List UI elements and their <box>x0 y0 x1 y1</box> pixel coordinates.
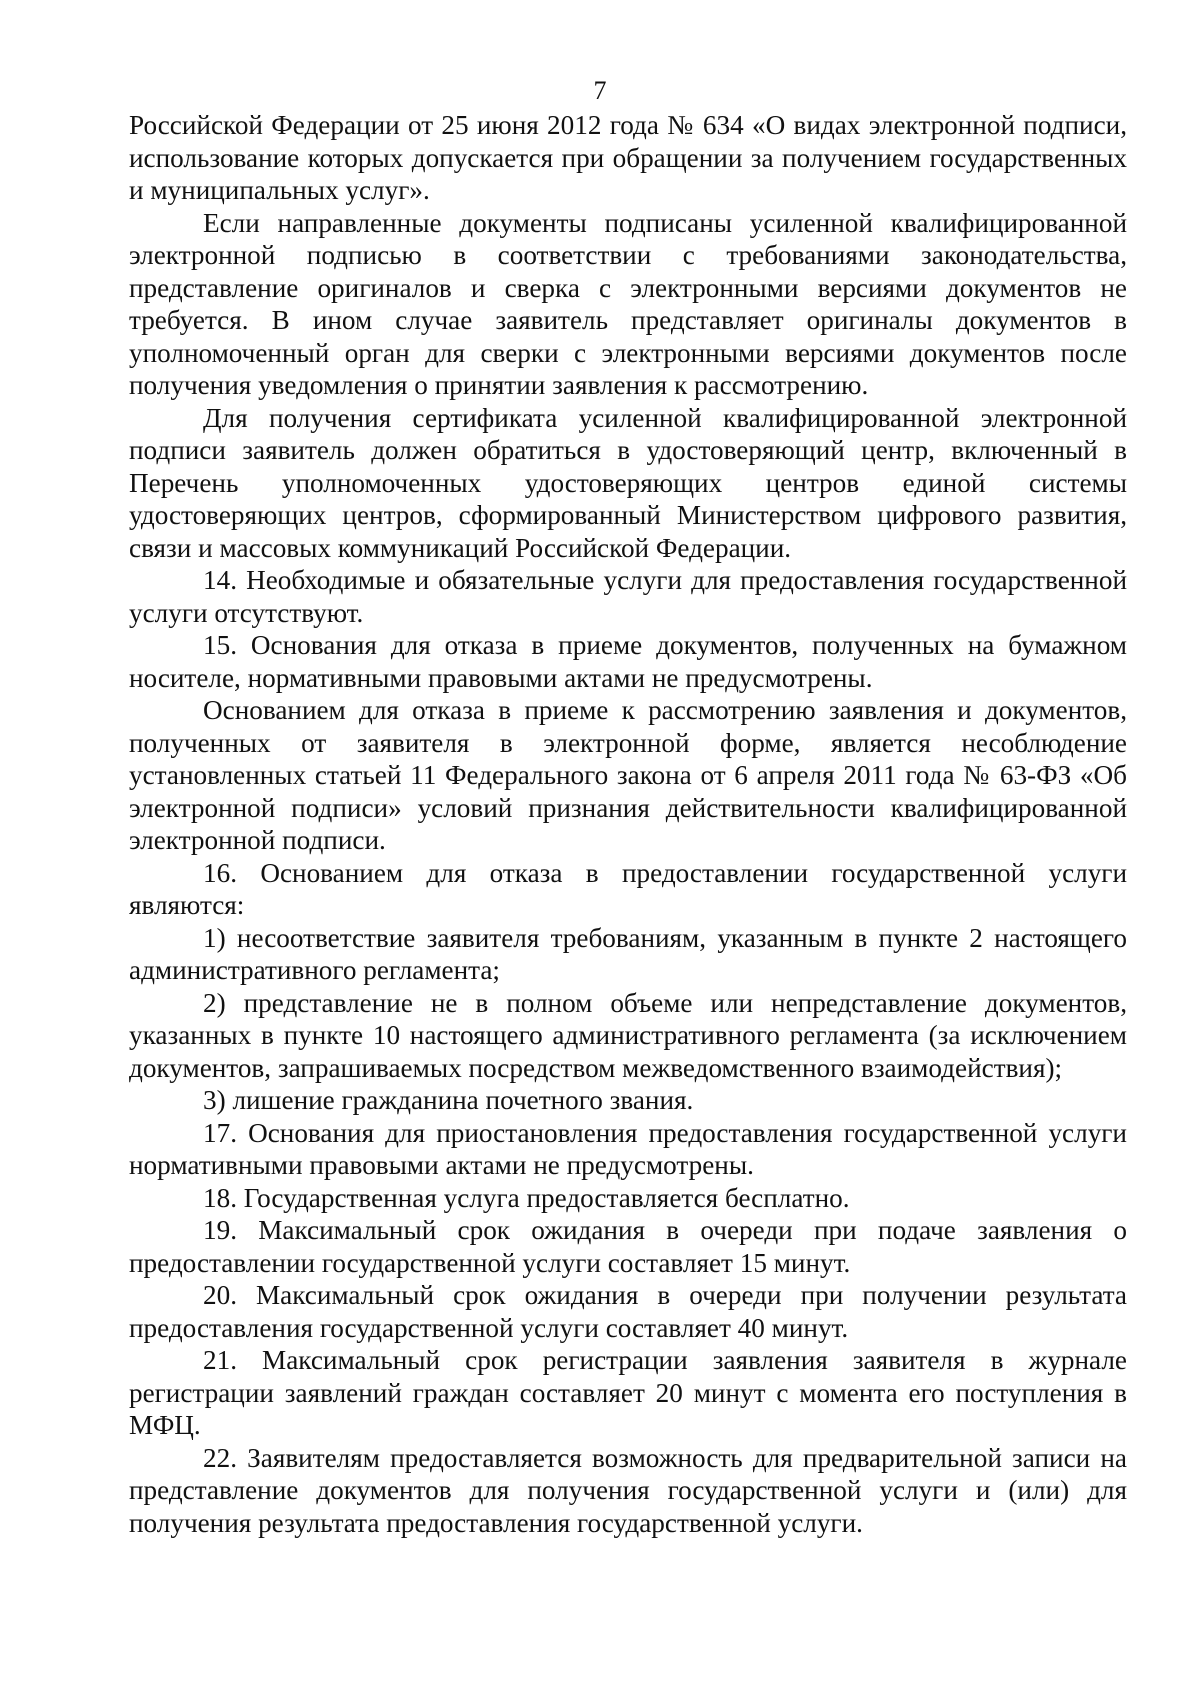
list-item-16-3: 3) лишение гражданина почетного звания. <box>203 1085 694 1115</box>
document-body <box>129 109 1127 1539</box>
list-item-16-1: 1) несоответствие заявителя требованиям, указанным в пункте 2 настоящего административного регламента; <box>129 922 1127 985</box>
paragraph-item-22: 22. Заявителям предоставляется возможность для предварительной записи на представление документов для получения государственной услуги и (или) для получения результата предоставления государственной услуги. <box>129 1442 1127 1538</box>
paragraph-item-20: 20. Максимальный срок ожидания в очереди при получении результата предоставления государственной услуги составляет 40 минут. <box>129 1280 1127 1343</box>
paragraph-refusal-electronic: Основанием для отказа в приеме к рассмотрению заявления и документов, полученных от заявителя в электронной форме, является несоблюдение установленных статьей 11 Федерального закона от 6 апреля 2011 года № 63-ФЗ «Об электронной подписи» условий признания действительности квалифицированной электронной подписи. <box>129 695 1127 855</box>
paragraph-item-14: 14. Необходимые и обязательные услуги для предоставления государственной услуги отсутствуют. <box>129 565 1127 628</box>
paragraph-signed-documents: Если направленные документы подписаны усиленной квалифицированной электронной подписью в соответствии с требованиями законодательства, представление оригиналов и сверка с электронными версиями документов не требуется. В ином случае заявитель представляет оригиналы документов в уполномоченный орган для сверки с электронными версиями документов после получения уведомления о принятии заявления к рассмотрению. <box>129 207 1127 400</box>
paragraph-certificate: Для получения сертификата усиленной квалифицированной электронной подписи заявитель должен обратиться в удостоверяющий центр, включенный в Перечень уполномоченных удостоверяющих центров единой системы удостоверяющих центров, сформированный Министерством цифрового развития, связи и массовых коммуникаций Российской Федерации. <box>129 402 1127 563</box>
paragraph-item-15: 15. Основания для отказа в приеме документов, полученных на бумажном носителе, нормативными правовыми актами не предусмотрены. <box>129 630 1127 693</box>
paragraph-item-19: 19. Максимальный срок ожидания в очереди при подаче заявления о предоставлении государственной услуги составляет 15 минут. <box>129 1215 1127 1278</box>
paragraph-continuation: Российской Федерации от 25 июня 2012 года № 634 «О видах электронной подписи, использование которых допускается при обращении за получением государственных и муниципальных услуг». <box>129 110 1127 205</box>
paragraph-item-21: 21. Максимальный срок регистрации заявления заявителя в журнале регистрации заявлений граждан составляет 20 минут с момента его поступления в МФЦ. <box>129 1345 1127 1440</box>
list-item-16-2: 2) представление не в полном объеме или непредставление документов, указанных в пункте 10 настоящего административного регламента (за исключением документов, запрашиваемых посредством межведомственного взаимодействия); <box>129 987 1127 1083</box>
page-number: 7 <box>593 76 607 105</box>
paragraph-item-18: 18. Государственная услуга предоставляется бесплатно. <box>203 1182 850 1213</box>
paragraph-item-16: 16. Основанием для отказа в предоставлении государственной услуги являются: <box>129 857 1127 920</box>
paragraph-item-17: 17. Основания для приостановления предоставления государственной услуги нормативными правовыми актами не предусмотрены. <box>129 1117 1127 1180</box>
